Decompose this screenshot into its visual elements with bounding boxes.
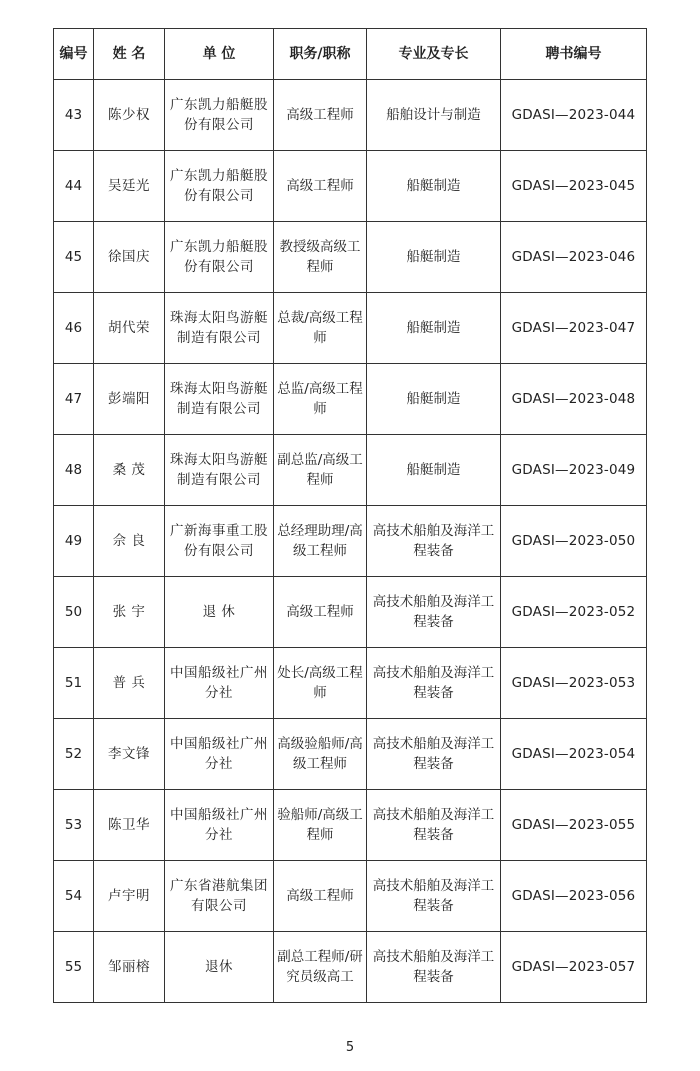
row-title: 处长/高级工程师 (274, 648, 367, 719)
row-number: 46 (54, 293, 94, 364)
row-title: 总经理助理/高级工程师 (274, 506, 367, 577)
row-unit: 退休 (165, 932, 274, 1003)
table-row (54, 151, 647, 222)
row-cert-number: GDASI—2023-055 (501, 790, 647, 861)
row-unit: 广东省港航集团有限公司 (165, 861, 274, 932)
row-unit: 珠海太阳鸟游艇制造有限公司 (165, 435, 274, 506)
header-name: 姓 名 (94, 29, 165, 80)
row-name: 徐国庆 (94, 222, 165, 293)
row-specialty: 高技术船舶及海洋工程装备 (367, 861, 501, 932)
row-specialty: 船艇制造 (367, 435, 501, 506)
row-number: 47 (54, 364, 94, 435)
row-specialty: 船艇制造 (367, 222, 501, 293)
table-row (54, 293, 647, 364)
table-row (54, 719, 647, 790)
row-specialty: 高技术船舶及海洋工程装备 (367, 719, 501, 790)
row-specialty: 船艇制造 (367, 293, 501, 364)
row-title: 教授级高级工程师 (274, 222, 367, 293)
row-number: 48 (54, 435, 94, 506)
row-unit: 中国船级社广州分社 (165, 648, 274, 719)
row-name: 陈卫华 (94, 790, 165, 861)
row-name: 佘 良 (94, 506, 165, 577)
row-number: 50 (54, 577, 94, 648)
row-unit: 退 休 (165, 577, 274, 648)
row-unit: 中国船级社广州分社 (165, 790, 274, 861)
row-title: 高级工程师 (274, 151, 367, 222)
row-title: 副总监/高级工程师 (274, 435, 367, 506)
table-body (54, 80, 647, 1003)
row-title: 验船师/高级工程师 (274, 790, 367, 861)
row-name: 张 宇 (94, 577, 165, 648)
row-name: 普 兵 (94, 648, 165, 719)
header-specialty: 专业及专长 (367, 29, 501, 80)
row-title: 高级工程师 (274, 80, 367, 151)
row-unit: 广东凯力船艇股份有限公司 (165, 151, 274, 222)
table-row (54, 648, 647, 719)
header-cert-number: 聘书编号 (501, 29, 647, 80)
row-name: 彭端阳 (94, 364, 165, 435)
page-number: 5 (345, 1040, 355, 1055)
row-number: 53 (54, 790, 94, 861)
row-specialty: 船舶设计与制造 (367, 80, 501, 151)
table-header-row (54, 29, 647, 80)
row-name: 胡代荣 (94, 293, 165, 364)
row-unit: 广东凯力船艇股份有限公司 (165, 222, 274, 293)
row-cert-number: GDASI—2023-052 (501, 577, 647, 648)
row-specialty: 船艇制造 (367, 151, 501, 222)
row-unit: 珠海太阳鸟游艇制造有限公司 (165, 293, 274, 364)
row-cert-number: GDASI—2023-048 (501, 364, 647, 435)
table-row (54, 364, 647, 435)
row-number: 45 (54, 222, 94, 293)
row-cert-number: GDASI—2023-049 (501, 435, 647, 506)
row-unit: 广新海事重工股份有限公司 (165, 506, 274, 577)
row-title: 高级验船师/高级工程师 (274, 719, 367, 790)
row-cert-number: GDASI—2023-054 (501, 719, 647, 790)
row-number: 51 (54, 648, 94, 719)
row-number: 54 (54, 861, 94, 932)
row-unit: 广东凯力船艇股份有限公司 (165, 80, 274, 151)
row-specialty: 船艇制造 (367, 364, 501, 435)
row-specialty: 高技术船舶及海洋工程装备 (367, 648, 501, 719)
row-unit: 中国船级社广州分社 (165, 719, 274, 790)
table-row (54, 506, 647, 577)
header-title: 职务/职称 (274, 29, 367, 80)
row-unit: 珠海太阳鸟游艇制造有限公司 (165, 364, 274, 435)
row-specialty: 高技术船舶及海洋工程装备 (367, 506, 501, 577)
row-title: 总监/高级工程师 (274, 364, 367, 435)
row-cert-number: GDASI—2023-047 (501, 293, 647, 364)
row-cert-number: GDASI—2023-045 (501, 151, 647, 222)
row-name: 李文锋 (94, 719, 165, 790)
row-name: 邹丽榕 (94, 932, 165, 1003)
row-number: 55 (54, 932, 94, 1003)
row-title: 总裁/高级工程师 (274, 293, 367, 364)
row-number: 44 (54, 151, 94, 222)
table-row (54, 790, 647, 861)
row-number: 52 (54, 719, 94, 790)
table-row (54, 861, 647, 932)
row-cert-number: GDASI—2023-057 (501, 932, 647, 1003)
row-cert-number: GDASI—2023-056 (501, 861, 647, 932)
row-number: 43 (54, 80, 94, 151)
header-number: 编号 (54, 29, 94, 80)
table-row (54, 222, 647, 293)
row-title: 高级工程师 (274, 577, 367, 648)
row-name: 桑 茂 (94, 435, 165, 506)
table-row (54, 80, 647, 151)
table-row (54, 932, 647, 1003)
row-title: 高级工程师 (274, 861, 367, 932)
row-cert-number: GDASI—2023-044 (501, 80, 647, 151)
row-cert-number: GDASI—2023-050 (501, 506, 647, 577)
header-unit: 单 位 (165, 29, 274, 80)
row-title: 副总工程师/研究员级高工 (274, 932, 367, 1003)
row-name: 陈少权 (94, 80, 165, 151)
row-name: 卢宇明 (94, 861, 165, 932)
table-row (54, 577, 647, 648)
expert-roster-table (53, 28, 647, 1003)
row-specialty: 高技术船舶及海洋工程装备 (367, 790, 501, 861)
row-name: 吴廷光 (94, 151, 165, 222)
row-specialty: 高技术船舶及海洋工程装备 (367, 932, 501, 1003)
table-row (54, 435, 647, 506)
row-cert-number: GDASI—2023-053 (501, 648, 647, 719)
row-cert-number: GDASI—2023-046 (501, 222, 647, 293)
row-number: 49 (54, 506, 94, 577)
row-specialty: 高技术船舶及海洋工程装备 (367, 577, 501, 648)
